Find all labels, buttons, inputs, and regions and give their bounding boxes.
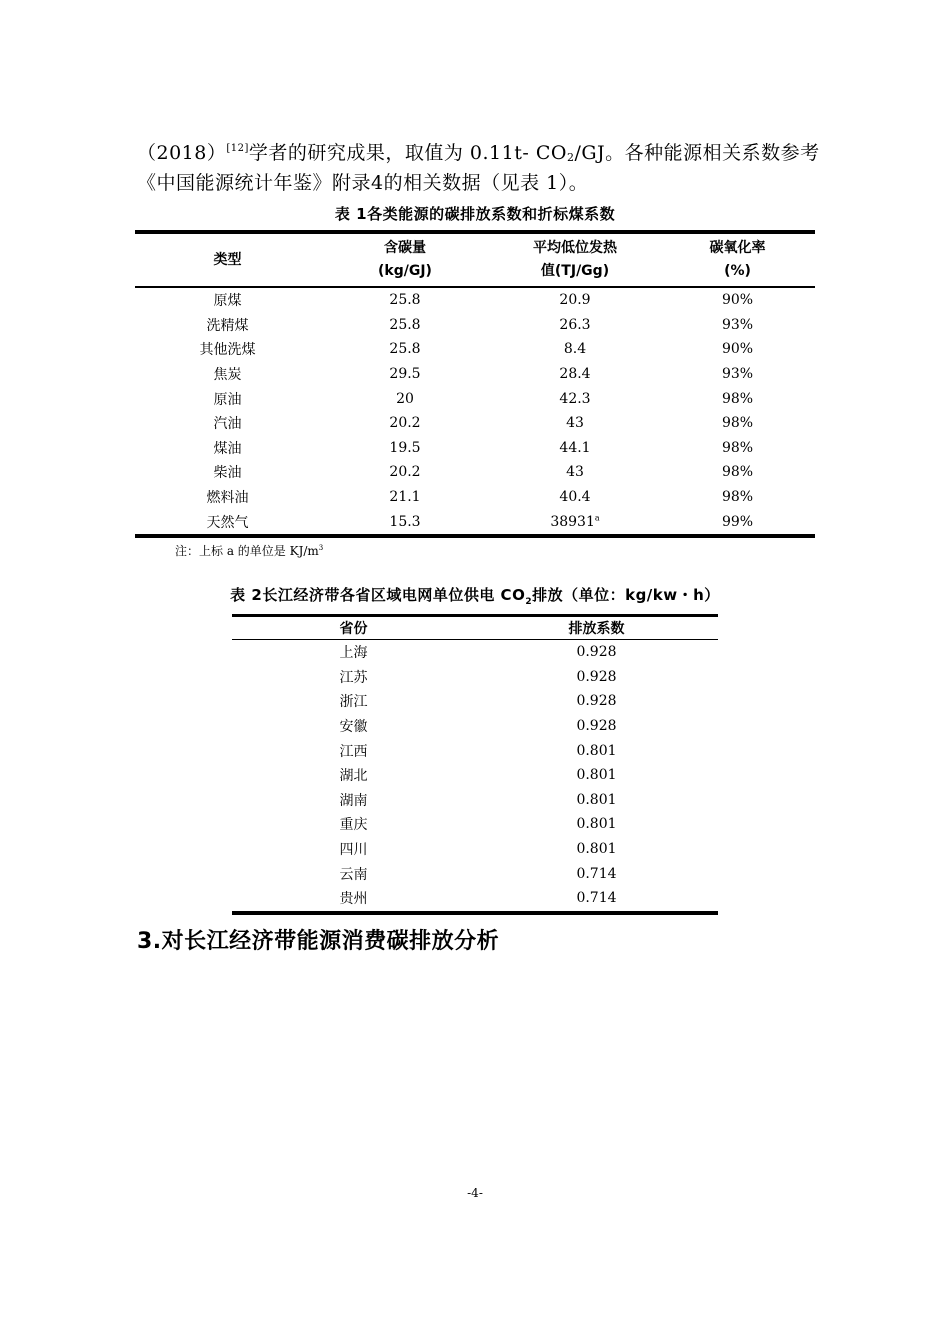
table1-row [135, 411, 815, 436]
table1-cell-heat: 40.4 [559, 489, 591, 506]
table2-row [232, 837, 718, 862]
co2-subscript: 2 [566, 151, 575, 164]
table2-cell-province: 湖南 [339, 792, 368, 809]
table2-row [232, 763, 718, 788]
table2-row [232, 689, 718, 714]
table1-cell-oxidation: 93% [721, 316, 754, 333]
table1-header-oxidation: 碳氧化率 (%) [709, 240, 766, 279]
table1-cell-type: 焦炭 [213, 367, 242, 384]
table2-cell-factor: 0.801 [576, 791, 617, 808]
body-paragraph [137, 138, 827, 198]
table1-cell-carbon: 21.1 [389, 489, 421, 506]
table2-cell-factor: 0.714 [576, 865, 617, 882]
table1-cell-oxidation: 98% [721, 464, 754, 481]
table1-row [135, 460, 815, 485]
table2-row [232, 788, 718, 813]
table1-cell-heat: 28.4 [559, 366, 591, 383]
table1-cell-oxidation: 98% [721, 390, 754, 407]
table1-emission-coefficients [135, 230, 815, 538]
table1-row [135, 436, 815, 461]
table1-cell-type: 原煤 [213, 293, 242, 310]
table2-cell-province: 浙江 [339, 694, 368, 711]
table1-row [135, 509, 815, 536]
table2-row [232, 665, 718, 690]
table2-header-row [232, 616, 718, 640]
table1-cell-oxidation: 90% [721, 341, 754, 358]
table1-cell-oxidation: 99% [721, 513, 754, 530]
table2-cell-province: 贵州 [339, 891, 368, 908]
table1-cell-heat: 26.3 [559, 316, 591, 333]
table1-cell-type: 原油 [213, 391, 242, 408]
table1-cell-heat: 43 [566, 415, 584, 432]
table1-footnote: 注：上标 a 的单位是 $KJ/m^3$ [175, 544, 324, 558]
table1-cell-oxidation: 98% [721, 489, 754, 506]
table1-row [135, 362, 815, 387]
table1-cell-oxidation: 90% [721, 292, 754, 309]
table2-row [232, 640, 718, 665]
table1-cell-heat: 43 [566, 464, 584, 481]
table1-cell-heat: 20.9 [559, 292, 591, 309]
table1-row [135, 313, 815, 338]
table1-row [135, 485, 815, 510]
table2-cell-province: 江苏 [339, 669, 368, 686]
table1-cell-type: 其他洗煤 [199, 342, 256, 359]
table2-cell-province: 安徽 [339, 719, 368, 736]
paragraph-year: （2018） [137, 142, 227, 164]
table1-cell-carbon: 15.3 [389, 513, 421, 530]
table1-cell-oxidation: 98% [721, 439, 754, 456]
table1-cell-oxidation: 93% [721, 366, 754, 383]
table1-cell-heat: 44.1 [559, 439, 591, 456]
table2-row [232, 861, 718, 886]
table1-cell-heat: 42.3 [559, 390, 591, 407]
table2-cell-province: 江西 [339, 743, 368, 760]
table1-header-row [135, 232, 815, 287]
table1-cell-carbon: 29.5 [389, 366, 421, 383]
table1-caption: 表 1各类能源的碳排放系数和折标煤系数 [334, 205, 616, 223]
table2-grid-emission-factors [232, 614, 718, 915]
table2-row [232, 714, 718, 739]
table2-caption: 表 2长江经济带各省区域电网单位供电 $CO_2$排放（单位：kg/kw・h） [230, 586, 720, 607]
table1-header-type: 类型 [213, 251, 242, 268]
table1-cell-heat: 38931$^a$ [550, 512, 600, 530]
table2-cell-province: 湖北 [339, 768, 368, 785]
table2-cell-factor: 0.928 [576, 644, 617, 661]
table1-cell-type: 天然气 [206, 514, 249, 531]
table2-cell-factor: 0.714 [576, 890, 617, 907]
table1-cell-type: 柴油 [213, 465, 242, 482]
table1-row [135, 386, 815, 411]
table2-cell-factor: 0.801 [576, 742, 617, 759]
table1-cell-heat: 8.4 [563, 341, 587, 358]
paragraph-text: 学者的研究成果，取值为 0.11t- CO [248, 142, 567, 164]
section-heading: 3.对长江经济带能源消费碳排放分析 [137, 929, 500, 954]
table2-row [232, 886, 718, 913]
table1-cell-type: 汽油 [213, 416, 242, 433]
page-number: -4- [467, 1186, 483, 1200]
table1-cell-carbon: 25.8 [389, 341, 421, 358]
table2-cell-factor: 0.801 [576, 816, 617, 833]
table1-cell-carbon: 25.8 [389, 316, 421, 333]
table1-cell-type: 洗精煤 [206, 317, 249, 334]
table2-cell-province: 云南 [339, 866, 368, 883]
table2-cell-factor: 0.928 [576, 693, 617, 710]
table2-header-province: 省份 [339, 621, 368, 637]
table1-header-carbon: 含碳量 (kg/GJ) [378, 240, 432, 279]
table2-header-factor: 排放系数 [568, 621, 625, 637]
table1-header-heat: 平均低位发热 值(TJ/Gg) [533, 240, 617, 279]
table1-cell-type: 燃料油 [206, 490, 249, 507]
table2-cell-factor: 0.801 [576, 841, 617, 858]
table1-cell-carbon: 20 [396, 390, 414, 407]
table1-cell-carbon: 25.8 [389, 292, 421, 309]
table1-row [135, 337, 815, 362]
table2-row [232, 812, 718, 837]
table1-cell-carbon: 20.2 [389, 415, 421, 432]
table1-cell-type: 煤油 [213, 440, 242, 457]
table2-cell-factor: 0.928 [576, 718, 617, 735]
paragraph-text-end: /GJ。各种能源相关系数参考《中国能源统计年鉴》附录4的相关数据（见表 1）。 [137, 142, 820, 194]
table1-row [135, 287, 815, 313]
table2-cell-factor: 0.928 [576, 668, 617, 685]
table1-cell-oxidation: 98% [721, 415, 754, 432]
table1-cell-carbon: 19.5 [389, 439, 421, 456]
table1-cell-carbon: 20.2 [389, 464, 421, 481]
table2-row [232, 738, 718, 763]
table2-cell-province: 四川 [339, 842, 368, 859]
table2-cell-province: 重庆 [339, 817, 368, 834]
table2-cell-province: 上海 [339, 645, 368, 662]
table2-cell-factor: 0.801 [576, 767, 617, 784]
citation-ref: [12] [226, 143, 249, 154]
